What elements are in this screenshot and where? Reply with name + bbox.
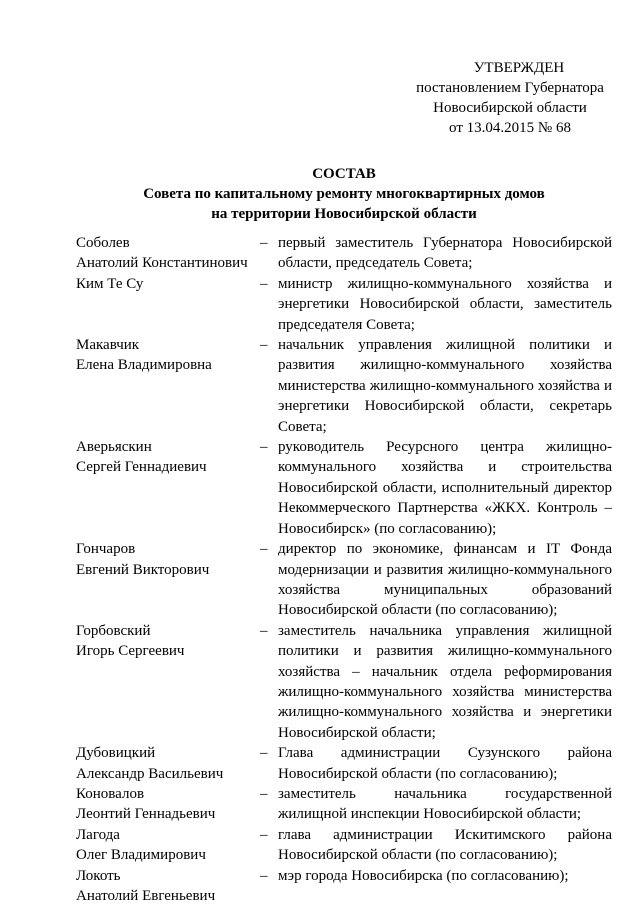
member-row xyxy=(76,335,612,437)
approval-heading: УТВЕРЖДЕН xyxy=(473,60,565,76)
member-given-name: Елена Владимировна xyxy=(76,357,212,374)
dash-separator: – xyxy=(260,235,268,251)
member-name xyxy=(76,743,260,784)
council-roster xyxy=(76,233,612,906)
dash-separator: – xyxy=(260,439,268,456)
dash-separator: – xyxy=(260,867,268,884)
dash-separator: – xyxy=(260,541,268,558)
member-surname: Гончаров xyxy=(76,541,136,558)
member-name xyxy=(76,621,260,662)
dash-separator: – xyxy=(260,337,268,354)
member-role: министр жилищно-коммунального хозяйства и энергетики Новосибирской области, заместитель председателя Совета; xyxy=(278,275,612,333)
member-role: начальник управления жилищной политики и развития жилищно-коммунального хозяйства министерства жилищно-коммунального хозяйства и энергетики Новосибирской области, секретарь Совета; xyxy=(278,337,612,435)
approval-decree: постановлением Губернатора xyxy=(416,80,604,96)
member-role: глава администрации Искитимского района Новосибирской области (по согласованию); xyxy=(278,826,612,864)
member-surname: Лагода xyxy=(76,826,120,843)
member-row xyxy=(76,233,612,274)
approval-date-number: от 13.04.2015 № 68 xyxy=(449,120,571,136)
document-title xyxy=(76,164,612,224)
dash-separator: – xyxy=(260,622,268,639)
member-role: руководитель Ресурсного центра жилищно-коммунального хозяйства и строительства Новосибирской области, исполнительный директор Некоммерческого Партнерства «ЖКХ. Контроль – Новосибирск» (по согласованию); xyxy=(278,439,612,537)
member-given-name: Леонтий Геннадьевич xyxy=(76,806,216,823)
member-surname: Дубовицкий xyxy=(76,745,156,762)
member-role: директор по экономике, финансам и IT Фонда модернизации и развития жилищно-коммунального хозяйства муниципальных образований Новосибирской области (по согласованию); xyxy=(278,541,612,619)
member-given-name: Евгений Викторович xyxy=(76,561,210,578)
title-main: СОСТАВ xyxy=(312,166,376,182)
member-surname: Коновалов xyxy=(76,785,145,802)
approval-block xyxy=(395,58,625,138)
member-role: Глава администрации Сузунского района Новосибирской области (по согласованию); xyxy=(278,745,612,782)
member-surname: Горбовский xyxy=(76,622,151,639)
member-role: заместитель начальника управления жилищной политики и развития жилищно-коммунального хозяйства – начальник отдела реформирования жилищно-коммунального хозяйства министерства жилищно-коммунального хозяйства и энергетики Новосибирской области; xyxy=(278,622,612,741)
member-surname: Аверьяскин xyxy=(76,439,152,456)
member-name xyxy=(76,335,260,376)
dash-separator: – xyxy=(260,745,268,762)
member-row xyxy=(76,274,612,335)
member-role: мэр города Новосибирска (по согласованию); xyxy=(278,867,569,884)
member-row xyxy=(76,621,612,743)
member-given-name: Александр Васильевич xyxy=(76,765,224,782)
dash-separator: – xyxy=(260,826,268,843)
member-surname: Локоть xyxy=(76,867,121,884)
member-row xyxy=(76,825,612,866)
member-name xyxy=(76,437,260,478)
member-name xyxy=(76,866,260,906)
member-given-name: Олег Владимирович xyxy=(76,847,206,864)
member-row xyxy=(76,539,612,621)
member-name xyxy=(76,233,260,274)
member-given-name: Игорь Сергеевич xyxy=(76,643,185,660)
member-name xyxy=(76,784,260,825)
title-subtitle: Совета по капитальному ремонту многоквартирных домов xyxy=(143,186,545,202)
dash-separator: – xyxy=(260,275,268,292)
title-subtitle-2: на территории Новосибирской области xyxy=(211,206,477,222)
member-given-name: Анатолий Константинович xyxy=(76,255,248,272)
member-row xyxy=(76,743,612,784)
dash-separator: – xyxy=(260,785,268,802)
member-role: первый заместитель Губернатора Новосибирской области, председатель Совета; xyxy=(278,235,612,272)
member-surname: Соболев xyxy=(76,235,130,251)
member-name xyxy=(76,539,260,580)
member-row xyxy=(76,866,612,906)
member-given-name: Анатолий Евгеньевич xyxy=(76,888,216,904)
member-surname: Макавчик xyxy=(76,337,140,354)
member-row xyxy=(76,784,612,825)
member-surname: Ким Те Су xyxy=(76,275,144,292)
member-name xyxy=(76,825,260,866)
approval-region: Новосибирской области xyxy=(433,100,587,116)
member-name xyxy=(76,274,260,294)
member-row xyxy=(76,437,612,539)
member-given-name: Сергей Геннадиевич xyxy=(76,459,207,476)
member-role: заместитель начальника государственной жилищной инспекции Новосибирской области; xyxy=(278,785,612,823)
